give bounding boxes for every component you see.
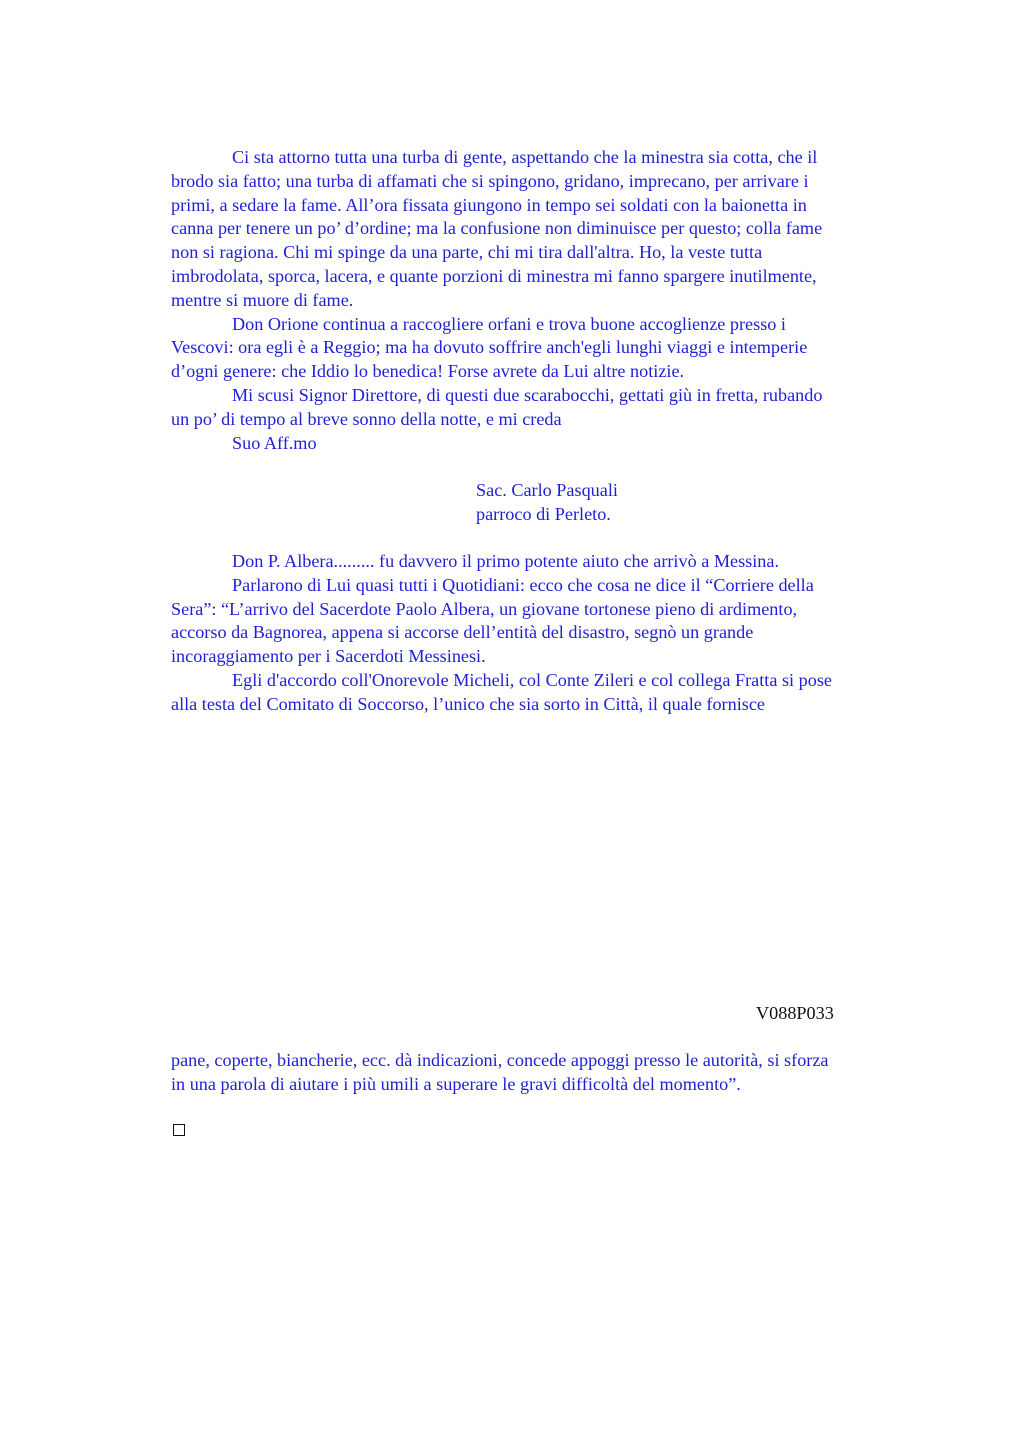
paragraph-line: primi, a sedare la fame. All’ora fissata giungono in tempo sei soldati con la baionetta in	[171, 194, 807, 215]
paragraph-line: brodo sia fatto; una turba di affamati che si spingono, gridano, imprecano, per arrivare i	[171, 170, 809, 191]
closing-line: Suo Aff.mo	[232, 432, 317, 453]
paragraph-line: canna per tenere un po’ d’ordine; ma la confusione non diminuisce per questo; colla fame	[171, 218, 823, 239]
paragraph-line: Mi scusi Signor Direttore, di questi due scarabocchi, gettati giù in fretta, rubando	[232, 384, 823, 405]
paragraph-line: incoraggiamento per i Sacerdoti Messinesi.	[171, 646, 486, 667]
paragraph-line: non si ragiona. Chi mi spinge da una parte, chi mi tira dall'altra. Ho, la veste tutta	[171, 242, 763, 263]
page-code: V088P033	[756, 1003, 834, 1023]
newspaper-excerpt	[171, 550, 931, 717]
paragraph-line: accorso da Bagnorea, appena si accorse dell’entità del disastro, segnò un grande	[171, 622, 754, 643]
paragraph-line: un po’ di tempo al breve sonno della notte, e mi creda	[171, 408, 562, 429]
signature-name: Sac. Carlo Pasquali	[476, 480, 618, 500]
paragraph-line: in una parola di aiutare i più umili a superare le gravi difficoltà del momento”.	[171, 1073, 741, 1094]
continuation-text	[171, 1049, 931, 1097]
square-outline-icon	[173, 1124, 185, 1136]
paragraph-line: Ci sta attorno tutta una turba di gente, aspettando che la minestra sia cotta, che il	[232, 147, 818, 167]
paragraph-line: imbrodolata, sporca, lacera, e quante porzioni di minestra mi fanno spargere inutilmente,	[171, 265, 817, 286]
paragraph-line: Parlarono di Lui quasi tutti i Quotidiani: ecco che cosa ne dice il “Corriere della	[232, 574, 814, 595]
paragraph-line: Egli d'accordo coll'Onorevole Micheli, col Conte Zileri e col collega Fratta si pose	[232, 669, 832, 690]
paragraph-line: mentre si muore di fame.	[171, 289, 354, 310]
paragraph-line: pane, coperte, biancherie, ecc. dà indicazioni, concede appoggi presso le autorità, si sforza	[171, 1050, 829, 1070]
letter-body	[171, 146, 931, 455]
signature	[476, 479, 618, 527]
paragraph-line: d’ogni genere: che Iddio lo benedica! Forse avrete da Lui altre notizie.	[171, 361, 685, 382]
paragraph-line: Don Orione continua a raccogliere orfani e trova buone accoglienze presso i	[232, 313, 786, 334]
paragraph-line: Don P. Albera......... fu davvero il primo potente aiuto che arrivò a Messina.	[232, 551, 780, 571]
signature-role: parroco di Perleto.	[476, 503, 611, 524]
paragraph-line: Vescovi: ora egli è a Reggio; ma ha dovuto soffrire anch'egli lunghi viaggi e intemperie	[171, 337, 808, 358]
paragraph-line: alla testa del Comitato di Soccorso, l’unico che sia sorto in Città, il quale fornisce	[171, 693, 765, 714]
paragraph-line: Sera”: “L’arrivo del Sacerdote Paolo Albera, un giovane tortonese pieno di ardimento,	[171, 598, 798, 619]
